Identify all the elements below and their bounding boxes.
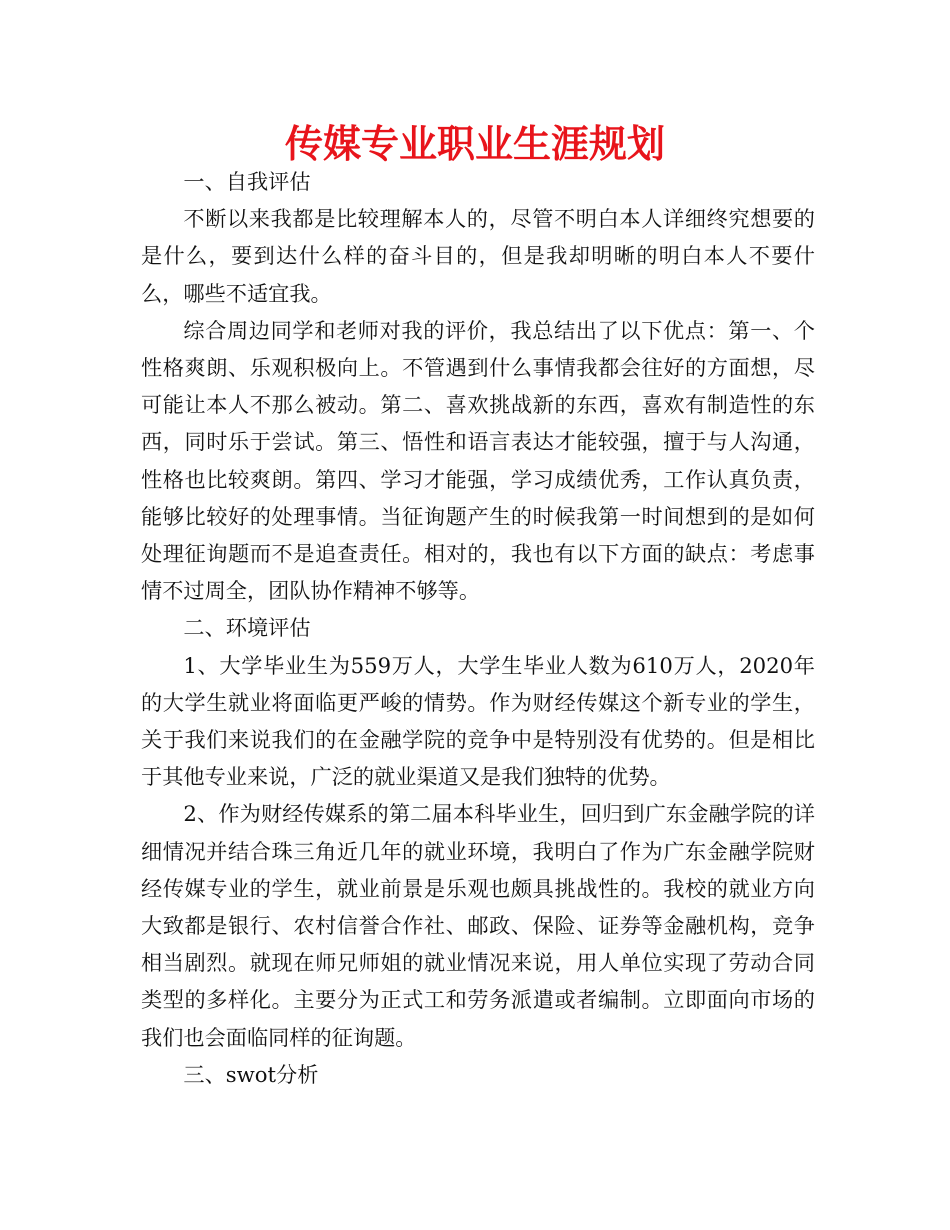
paragraph-self-understanding: 不断以来我都是比较理解本人的，尽管不明白本人详细终究想要的是什么，要到达什么样的奋斗目的，但是我却明晰的明白本人不要什么，哪些不适宜我。 (141, 206, 815, 306)
paragraph-strengths-weaknesses: 综合周边同学和老师对我的评价，我总结出了以下优点：第一、个性格爽朗、乐观积极向上。不管遇到什么事情我都会往好的方面想，尽可能让本人不那么被动。第二、喜欢挑战新的东西，喜欢有制造性的东西，同时乐于尝试。第三、悟性和语言表达才能较强，擅于与人沟通，性格也比较爽朗。第四、学习才能强，学习成绩优秀，工作认真负责，能够比较好的处理事情。当征询题产生的时候我第一时间想到的是如何处理征询题而不是追查责任。相对的，我也有以下方面的缺点：考虑事情不过周全，团队协作精神不够等。 (141, 317, 815, 604)
paragraph-graduate-employment: 1、大学毕业生为559万人，大学生毕业人数为610万人，2020年的大学生就业将面临更严峻的情势。作为财经传媒这个新专业的学生，关于我们来说我们的在金融学院的竞争中是特别没有优势的。但是相比于其他专业来说，广泛的就业渠道又是我们独特的优势。 (141, 652, 815, 790)
section-heading-environment-assessment: 二、环境评估 (183, 615, 311, 641)
document-body (141, 163, 815, 1093)
section-heading-self-assessment: 一、自我评估 (183, 169, 311, 194)
paragraph-career-outlook: 2、作为财经传媒系的第二届本科毕业生，回归到广东金融学院的详细情况并结合珠三角近几年的就业环境，我明白了作为广东金融学院财经传媒专业的学生，就业前景是乐观也颇具挑战性的。我校的就业方向大致都是银行、农村信誉合作社、邮政、保险、证券等金融机构，竞争相当剧烈。就现在师兄师姐的就业情况来说，用人单位实现了劳动合同类型的多样化。主要分为正式工和劳务派遣或者编制。立即面向市场的我们也会面临同样的征询题。 (141, 801, 815, 1050)
document-title: 传媒专业职业生涯规划 (284, 122, 665, 166)
section-heading-swot: 三、swot分析 (183, 1061, 319, 1087)
